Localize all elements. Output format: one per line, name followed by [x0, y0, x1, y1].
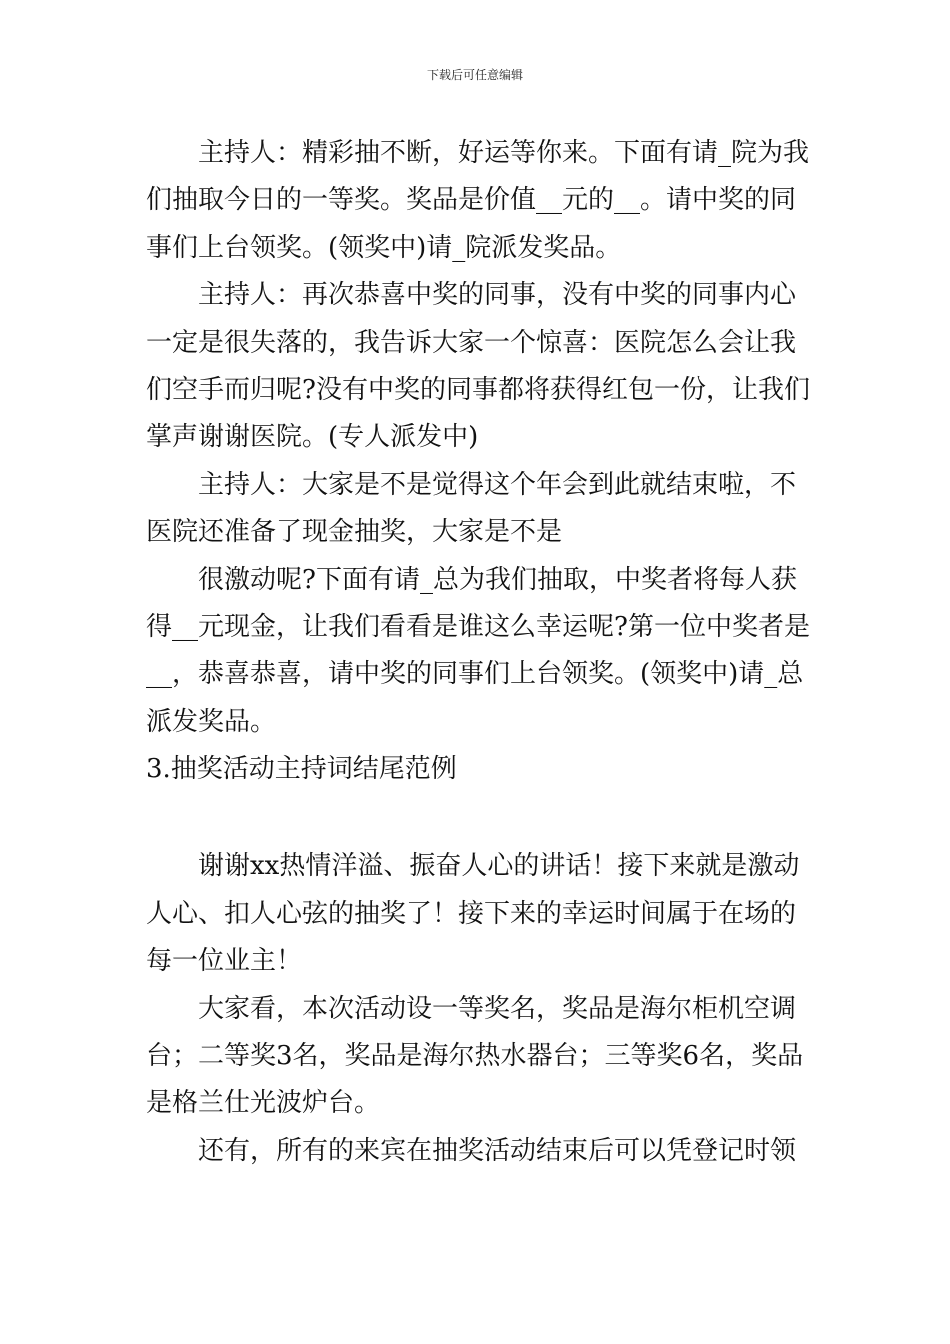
paragraph-line: 是格兰仕光波炉台。 — [146, 1088, 381, 1119]
paragraph-line: 谢谢xx热情洋溢、振奋人心的讲话！接下来就是激动 — [198, 851, 800, 882]
paragraph-line: 派发奖品。 — [146, 706, 277, 737]
page-header: 下载后可任意编辑 — [426, 68, 523, 82]
paragraph-line: 人心、扣人心弦的抽奖了！接下来的幸运时间属于在场的 — [146, 898, 797, 929]
paragraph-line: 主持人：再次恭喜中奖的同事，没有中奖的同事内心 — [198, 280, 797, 311]
document-body — [146, 130, 816, 1175]
paragraph — [146, 557, 816, 747]
paragraph-line: 医院还准备了现金抽奖，大家是不是 — [146, 517, 563, 548]
paragraph — [146, 843, 816, 985]
paragraph-line: __，恭喜恭喜，请中奖的同事们上台领奖。(领奖中)请_总 — [146, 659, 804, 690]
paragraph-line: 们抽取今日的一等奖。奖品是价值__元的__。请中奖的同 — [146, 185, 797, 216]
paragraph-line: 得__元现金，让我们看看是谁这么幸运呢?第一位中奖者是 — [146, 611, 810, 642]
paragraph-line: 每一位业主！ — [146, 946, 303, 977]
paragraph — [146, 272, 816, 462]
section-title: 3.抽奖活动主持词结尾范例 — [146, 754, 457, 785]
section-gap — [146, 793, 816, 843]
paragraph — [146, 1128, 816, 1175]
paragraph-line: 一定是很失落的，我告诉大家一个惊喜：医院怎么会让我 — [146, 327, 797, 358]
paragraph-line: 主持人：大家是不是觉得这个年会到此就结束啦，不 — [198, 469, 797, 500]
paragraph-line: 很激动呢?下面有请_总为我们抽取，中奖者将每人获 — [198, 564, 797, 595]
paragraph-line: 们空手而归呢?没有中奖的同事都将获得红包一份，让我们 — [146, 374, 810, 405]
paragraph-line: 还有，所有的来宾在抽奖活动结束后可以凭登记时领 — [198, 1135, 797, 1166]
paragraph-line: 主持人：精彩抽不断，好运等你来。下面有请_院为我 — [198, 138, 810, 168]
paragraph — [146, 986, 816, 1128]
paragraph-line: 事们上台领奖。(领奖中)请_院派发奖品。 — [146, 232, 622, 263]
paragraph — [146, 130, 816, 272]
paragraph-line: 大家看，本次活动设一等奖名，奖品是海尔柜机空调 — [198, 993, 797, 1024]
paragraph-line: 台；二等奖3名，奖品是海尔热水器台；三等奖6名，奖品 — [146, 1041, 804, 1072]
paragraph — [146, 462, 816, 557]
paragraph-line: 掌声谢谢医院。(专人派发中) — [146, 422, 479, 453]
